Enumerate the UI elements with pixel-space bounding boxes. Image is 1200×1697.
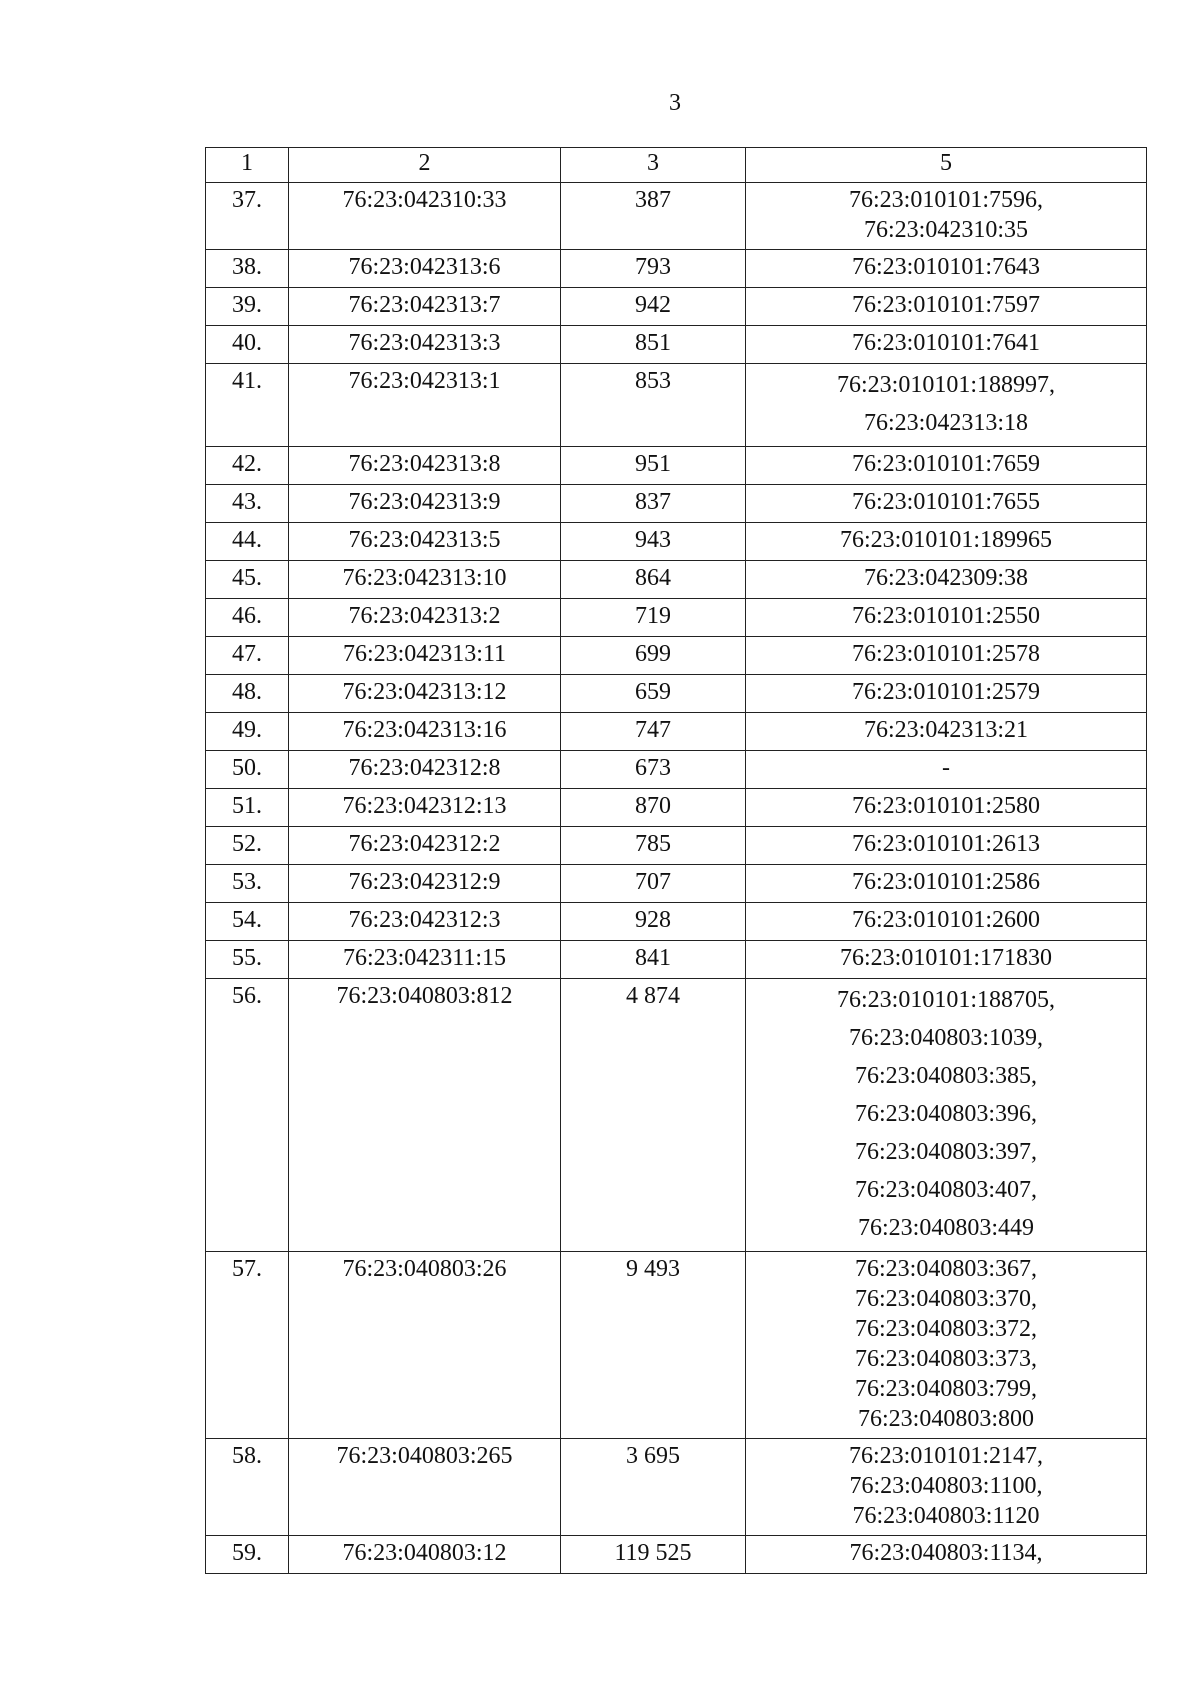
table-row (206, 941, 1147, 979)
row-number-cell: 42. (206, 447, 289, 485)
related-cadastral-numbers-cell: 76:23:010101:188705, 76:23:040803:1039, 76:23:040803:385, 76:23:040803:396, 76:23:040803:397, 76:23:040803:407, 76:23:040803:449 (746, 979, 1147, 1252)
cadastral-number-cell: 76:23:042312:13 (289, 789, 561, 827)
cadastral-number-cell: 76:23:042313:3 (289, 326, 561, 364)
cadastral-number-cell: 76:23:040803:26 (289, 1252, 561, 1439)
cadastral-number-cell: 76:23:042312:2 (289, 827, 561, 865)
row-number-cell: 41. (206, 364, 289, 447)
table-row (206, 183, 1147, 250)
area-cell: 870 (561, 789, 746, 827)
area-cell: 747 (561, 713, 746, 751)
table-row (206, 789, 1147, 827)
area-cell: 9 493 (561, 1252, 746, 1439)
table-row (206, 637, 1147, 675)
related-cadastral-numbers-cell: 76:23:010101:171830 (746, 941, 1147, 979)
row-number-cell: 55. (206, 941, 289, 979)
cadastral-number-cell: 76:23:042313:6 (289, 250, 561, 288)
area-cell: 951 (561, 447, 746, 485)
row-number-cell: 59. (206, 1536, 289, 1574)
cadastral-number-cell: 76:23:042312:9 (289, 865, 561, 903)
related-cadastral-numbers-cell: 76:23:042309:38 (746, 561, 1147, 599)
header-col-3: 3 (561, 148, 746, 183)
row-number-cell: 50. (206, 751, 289, 789)
row-number-cell: 37. (206, 183, 289, 250)
row-number-cell: 53. (206, 865, 289, 903)
area-cell: 928 (561, 903, 746, 941)
related-cadastral-numbers-cell: 76:23:010101:2147, 76:23:040803:1100, 76:23:040803:1120 (746, 1439, 1147, 1536)
row-number-cell: 46. (206, 599, 289, 637)
cadastral-number-cell: 76:23:042313:1 (289, 364, 561, 447)
related-cadastral-numbers-cell: 76:23:010101:7659 (746, 447, 1147, 485)
cadastral-number-cell: 76:23:042313:2 (289, 599, 561, 637)
area-cell: 837 (561, 485, 746, 523)
area-cell: 864 (561, 561, 746, 599)
related-cadastral-numbers-cell: 76:23:010101:2580 (746, 789, 1147, 827)
cadastral-number-cell: 76:23:040803:812 (289, 979, 561, 1252)
area-cell: 942 (561, 288, 746, 326)
area-cell: 785 (561, 827, 746, 865)
row-number-cell: 38. (206, 250, 289, 288)
row-number-cell: 45. (206, 561, 289, 599)
related-cadastral-numbers-cell: 76:23:042313:21 (746, 713, 1147, 751)
area-cell: 851 (561, 326, 746, 364)
table-header-row (206, 148, 1147, 183)
table-row (206, 979, 1147, 1252)
cadastral-number-cell: 76:23:042311:15 (289, 941, 561, 979)
related-cadastral-numbers-cell: 76:23:040803:1134, (746, 1536, 1147, 1574)
table-row (206, 1536, 1147, 1574)
cadastral-number-cell: 76:23:042312:8 (289, 751, 561, 789)
cadastral-number-cell: 76:23:040803:12 (289, 1536, 561, 1574)
cadastral-number-cell: 76:23:042313:9 (289, 485, 561, 523)
related-cadastral-numbers-cell: 76:23:010101:188997, 76:23:042313:18 (746, 364, 1147, 447)
table-row (206, 288, 1147, 326)
row-number-cell: 56. (206, 979, 289, 1252)
cadastral-number-cell: 76:23:042313:5 (289, 523, 561, 561)
related-cadastral-numbers-cell: 76:23:010101:7597 (746, 288, 1147, 326)
header-col-2: 2 (289, 148, 561, 183)
area-cell: 943 (561, 523, 746, 561)
area-cell: 841 (561, 941, 746, 979)
related-cadastral-numbers-cell: 76:23:040803:367, 76:23:040803:370, 76:23:040803:372, 76:23:040803:373, 76:23:040803:799, 76:23:040803:800 (746, 1252, 1147, 1439)
row-number-cell: 43. (206, 485, 289, 523)
table-row (206, 865, 1147, 903)
header-col-5: 5 (746, 148, 1147, 183)
area-cell: 659 (561, 675, 746, 713)
table-row (206, 713, 1147, 751)
related-cadastral-numbers-cell: 76:23:010101:7643 (746, 250, 1147, 288)
page-number: 3 (669, 90, 681, 116)
area-cell: 673 (561, 751, 746, 789)
table-row (206, 675, 1147, 713)
area-cell: 707 (561, 865, 746, 903)
table-row (206, 1252, 1147, 1439)
area-cell: 793 (561, 250, 746, 288)
area-cell: 119 525 (561, 1536, 746, 1574)
row-number-cell: 47. (206, 637, 289, 675)
table-row (206, 903, 1147, 941)
table-row (206, 1439, 1147, 1536)
related-cadastral-numbers-cell: 76:23:010101:2613 (746, 827, 1147, 865)
table-row (206, 485, 1147, 523)
table-row (206, 599, 1147, 637)
cadastral-number-cell: 76:23:042313:7 (289, 288, 561, 326)
row-number-cell: 58. (206, 1439, 289, 1536)
cadastral-number-cell: 76:23:042313:12 (289, 675, 561, 713)
header-col-1: 1 (206, 148, 289, 183)
related-cadastral-numbers-cell: 76:23:010101:7641 (746, 326, 1147, 364)
table-row (206, 523, 1147, 561)
related-cadastral-numbers-cell: 76:23:010101:7655 (746, 485, 1147, 523)
area-cell: 3 695 (561, 1439, 746, 1536)
table-row (206, 827, 1147, 865)
table-row (206, 250, 1147, 288)
cadastral-number-cell: 76:23:042313:16 (289, 713, 561, 751)
cadastral-number-cell: 76:23:042312:3 (289, 903, 561, 941)
related-cadastral-numbers-cell: 76:23:010101:2550 (746, 599, 1147, 637)
row-number-cell: 39. (206, 288, 289, 326)
cadastral-number-cell: 76:23:042310:33 (289, 183, 561, 250)
related-cadastral-numbers-cell: 76:23:010101:2600 (746, 903, 1147, 941)
table-row (206, 751, 1147, 789)
table-row (206, 326, 1147, 364)
related-cadastral-numbers-cell: - (746, 751, 1147, 789)
related-cadastral-numbers-cell: 76:23:010101:7596, 76:23:042310:35 (746, 183, 1147, 250)
area-cell: 719 (561, 599, 746, 637)
row-number-cell: 54. (206, 903, 289, 941)
area-cell: 699 (561, 637, 746, 675)
row-number-cell: 49. (206, 713, 289, 751)
cadastral-number-cell: 76:23:042313:11 (289, 637, 561, 675)
area-cell: 387 (561, 183, 746, 250)
related-cadastral-numbers-cell: 76:23:010101:2578 (746, 637, 1147, 675)
row-number-cell: 51. (206, 789, 289, 827)
cadastral-number-cell: 76:23:040803:265 (289, 1439, 561, 1536)
row-number-cell: 48. (206, 675, 289, 713)
row-number-cell: 57. (206, 1252, 289, 1439)
row-number-cell: 52. (206, 827, 289, 865)
cadastral-number-cell: 76:23:042313:10 (289, 561, 561, 599)
parcel-table (205, 147, 1147, 1574)
related-cadastral-numbers-cell: 76:23:010101:2579 (746, 675, 1147, 713)
area-cell: 853 (561, 364, 746, 447)
row-number-cell: 44. (206, 523, 289, 561)
related-cadastral-numbers-cell: 76:23:010101:189965 (746, 523, 1147, 561)
cadastral-number-cell: 76:23:042313:8 (289, 447, 561, 485)
table-row (206, 447, 1147, 485)
area-cell: 4 874 (561, 979, 746, 1252)
table-row (206, 561, 1147, 599)
row-number-cell: 40. (206, 326, 289, 364)
table-row (206, 364, 1147, 447)
related-cadastral-numbers-cell: 76:23:010101:2586 (746, 865, 1147, 903)
